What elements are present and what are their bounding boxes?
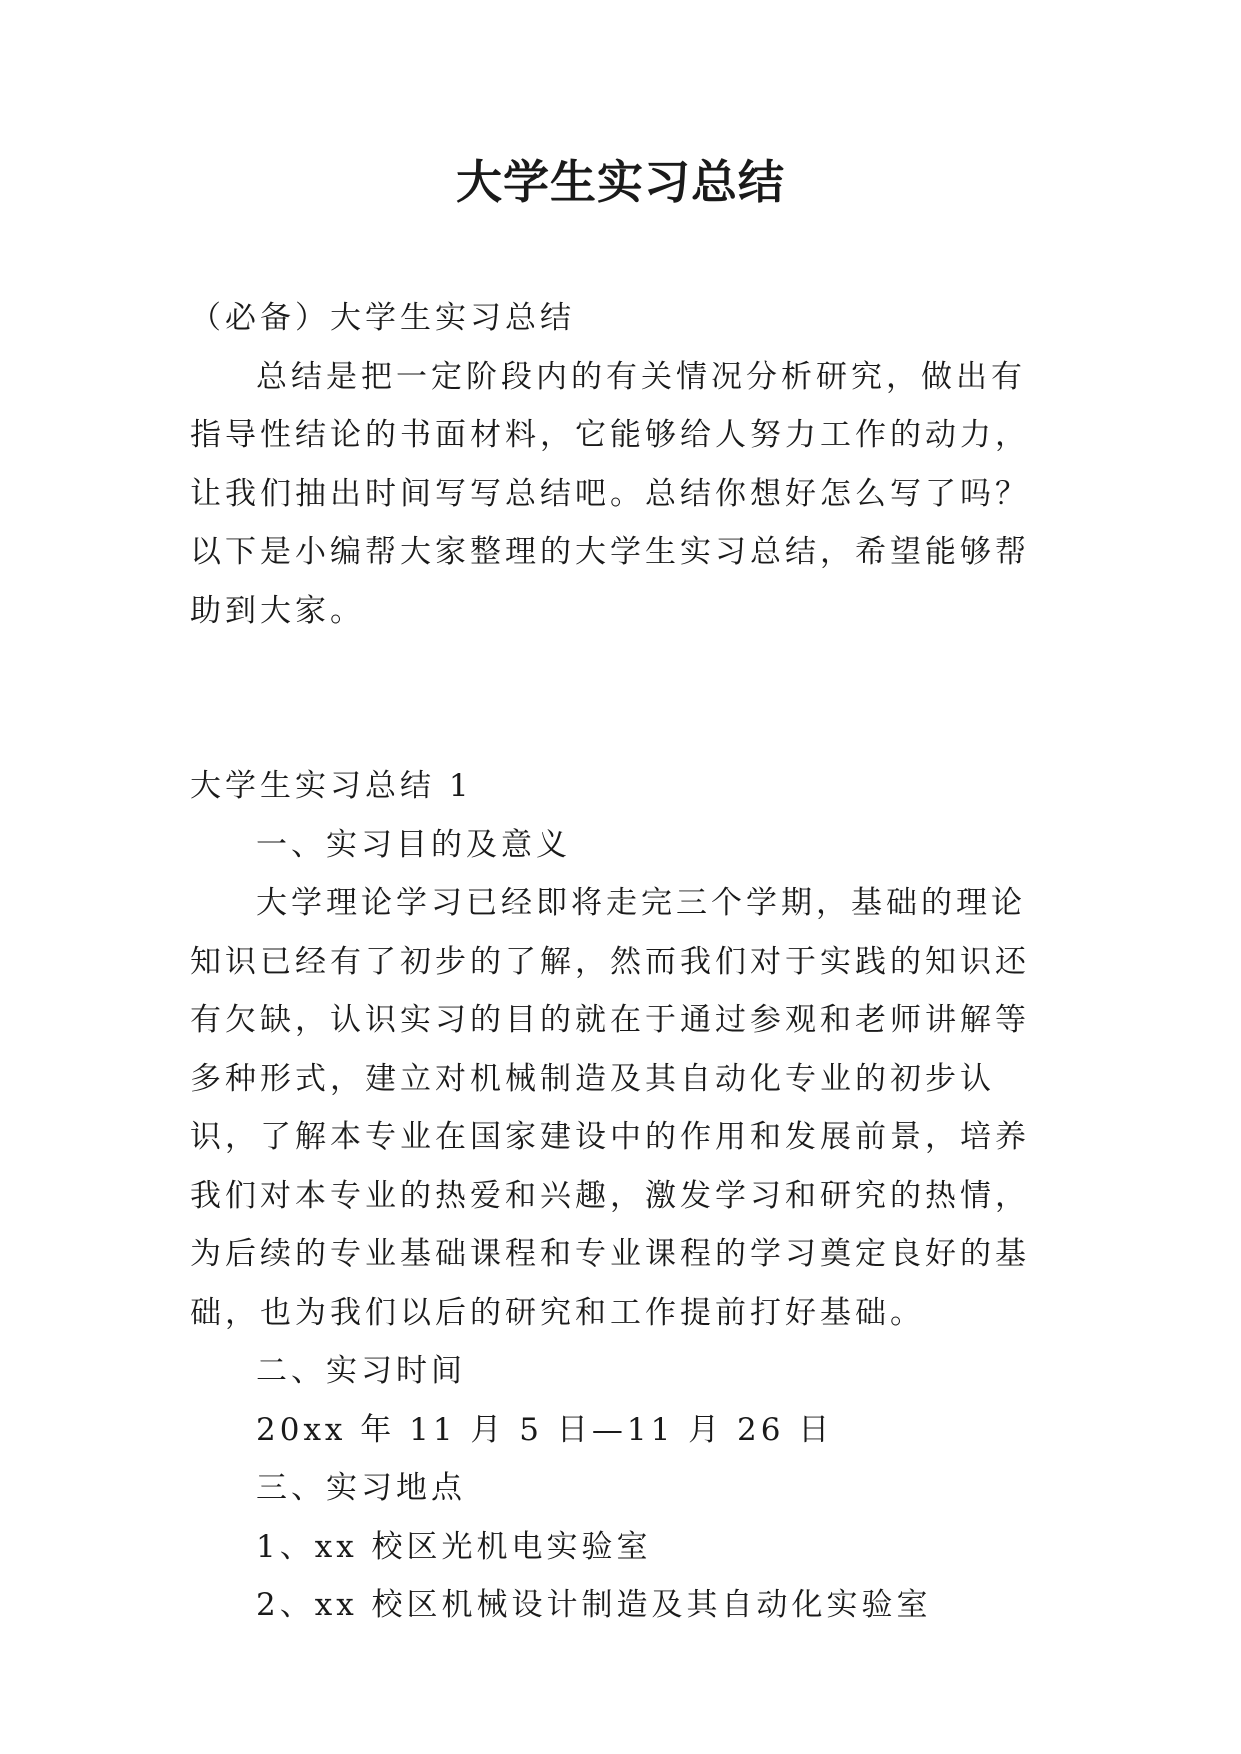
time-heading: 二、实习时间 (256, 1353, 466, 1389)
document-subtitle: （必备）大学生实习总结 (190, 300, 575, 336)
section-heading: 大学生实习总结 1 (190, 768, 473, 804)
intro-paragraph: 总结是把一定阶段内的有关情况分析研究，做出有指导性结论的书面材料，它能够给人努力工作的动力，让我们抽出时间写写总结吧。总结你想好怎么写了吗？以下是小编帮大家整理的大学生实习总结，希望能够帮助到大家。 (190, 358, 1030, 629)
place-item-2: 2、xx 校区机械设计制造及其自动化实验室 (256, 1587, 932, 1623)
place-item-1: 1、xx 校区光机电实验室 (256, 1528, 652, 1565)
time-text: 20xx 年 11 月 5 日—11 月 26 日 (256, 1411, 834, 1448)
section-spacer (190, 640, 1060, 757)
purpose-heading: 一、实习目的及意义 (256, 826, 571, 863)
document-body (190, 289, 1060, 1635)
purpose-paragraph: 大学理论学习已经即将走完三个学期，基础的理论知识已经有了初步的了解，然而我们对于实践的知识还有欠缺，认识实习的目的就在于通过参观和老师讲解等多种形式，建立对机械制造及其自动化专业的初步认识，了解本专业在国家建设中的作用和发展前景，培养我们对本专业的热爱和兴趣，激发学习和研究的热情，为后续的专业基础课程和专业课程的学习奠定良好的基础，也为我们以后的研究和工作提前打好基础。 (190, 885, 1030, 1331)
document-title: 大学生实习总结 (456, 155, 785, 209)
place-heading: 三、实习地点 (256, 1470, 466, 1506)
